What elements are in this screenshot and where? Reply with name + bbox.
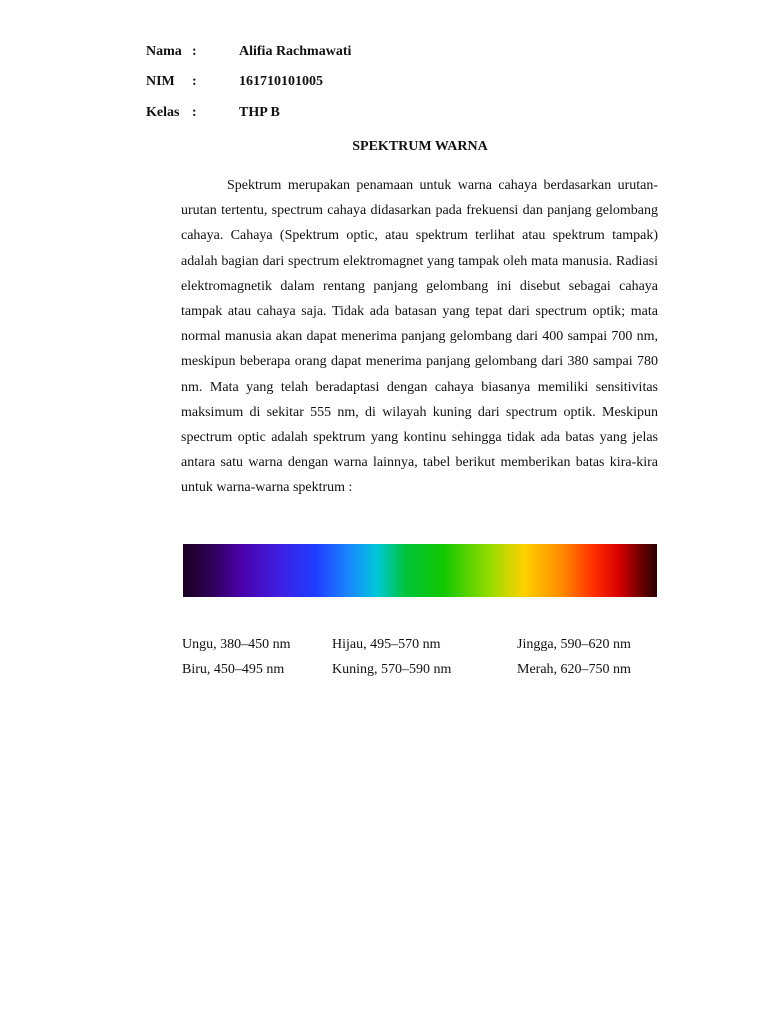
kelas-value: THP B	[239, 105, 280, 120]
legend-ungu: Ungu, 380–450 nm	[182, 637, 291, 652]
color-spectrum-image	[183, 544, 657, 597]
nim-value: 161710101005	[239, 74, 323, 89]
legend-biru: Biru, 450–495 nm	[182, 662, 285, 677]
name-label: Nama	[146, 44, 182, 59]
name-colon: :	[192, 44, 197, 59]
document-title: SPEKTRUM WARNA	[352, 139, 488, 154]
legend-jingga: Jingga, 590–620 nm	[517, 637, 631, 652]
kelas-label: Kelas	[146, 105, 180, 120]
body-paragraph	[181, 173, 658, 501]
paragraph-text: Spektrum merupakan penamaan untuk warna cahaya berdasarkan urutan-urutan tertentu, spectrum cahaya didasarkan pada frekuensi dan panjang gelombang cahaya. Cahaya (Spektrum optic, atau spektrum terlihat atau spektrum tampak) adalah bagian dari spectrum elektromagnet yang tampak oleh mata manusia. Radiasi elektromagnetik dalam rentang panjang gelombang ini disebut sebagai cahaya tampak atau cahaya saja. Tidak ada batasan yang tepat dari spectrum optik; mata normal manusia akan dapat menerima panjang gelombang dari 400 sampai 700 nm, meskipun beberapa orang dapat menerima panjang gelombang dari 380 sampai 780 nm. Mata yang telah beradaptasi dengan cahaya biasanya memiliki sensitivitas maksimum di sekitar 555 nm, di wilayah kuning dari spectrum optik. Meskipun spectrum optic adalah spektrum yang kontinu sehingga tidak ada batas yang jelas antara satu warna dengan warna lainnya, tabel berikut memberikan batas kira-kira untuk warna-warna spektrum :	[181, 178, 658, 496]
legend-merah: Merah, 620–750 nm	[517, 662, 631, 677]
legend-kuning: Kuning, 570–590 nm	[332, 662, 452, 677]
name-value: Alifia Rachmawati	[239, 44, 352, 59]
nim-colon: :	[192, 74, 197, 89]
legend-hijau: Hijau, 495–570 nm	[332, 637, 441, 652]
kelas-colon: :	[192, 105, 197, 120]
nim-label: NIM	[146, 74, 175, 89]
